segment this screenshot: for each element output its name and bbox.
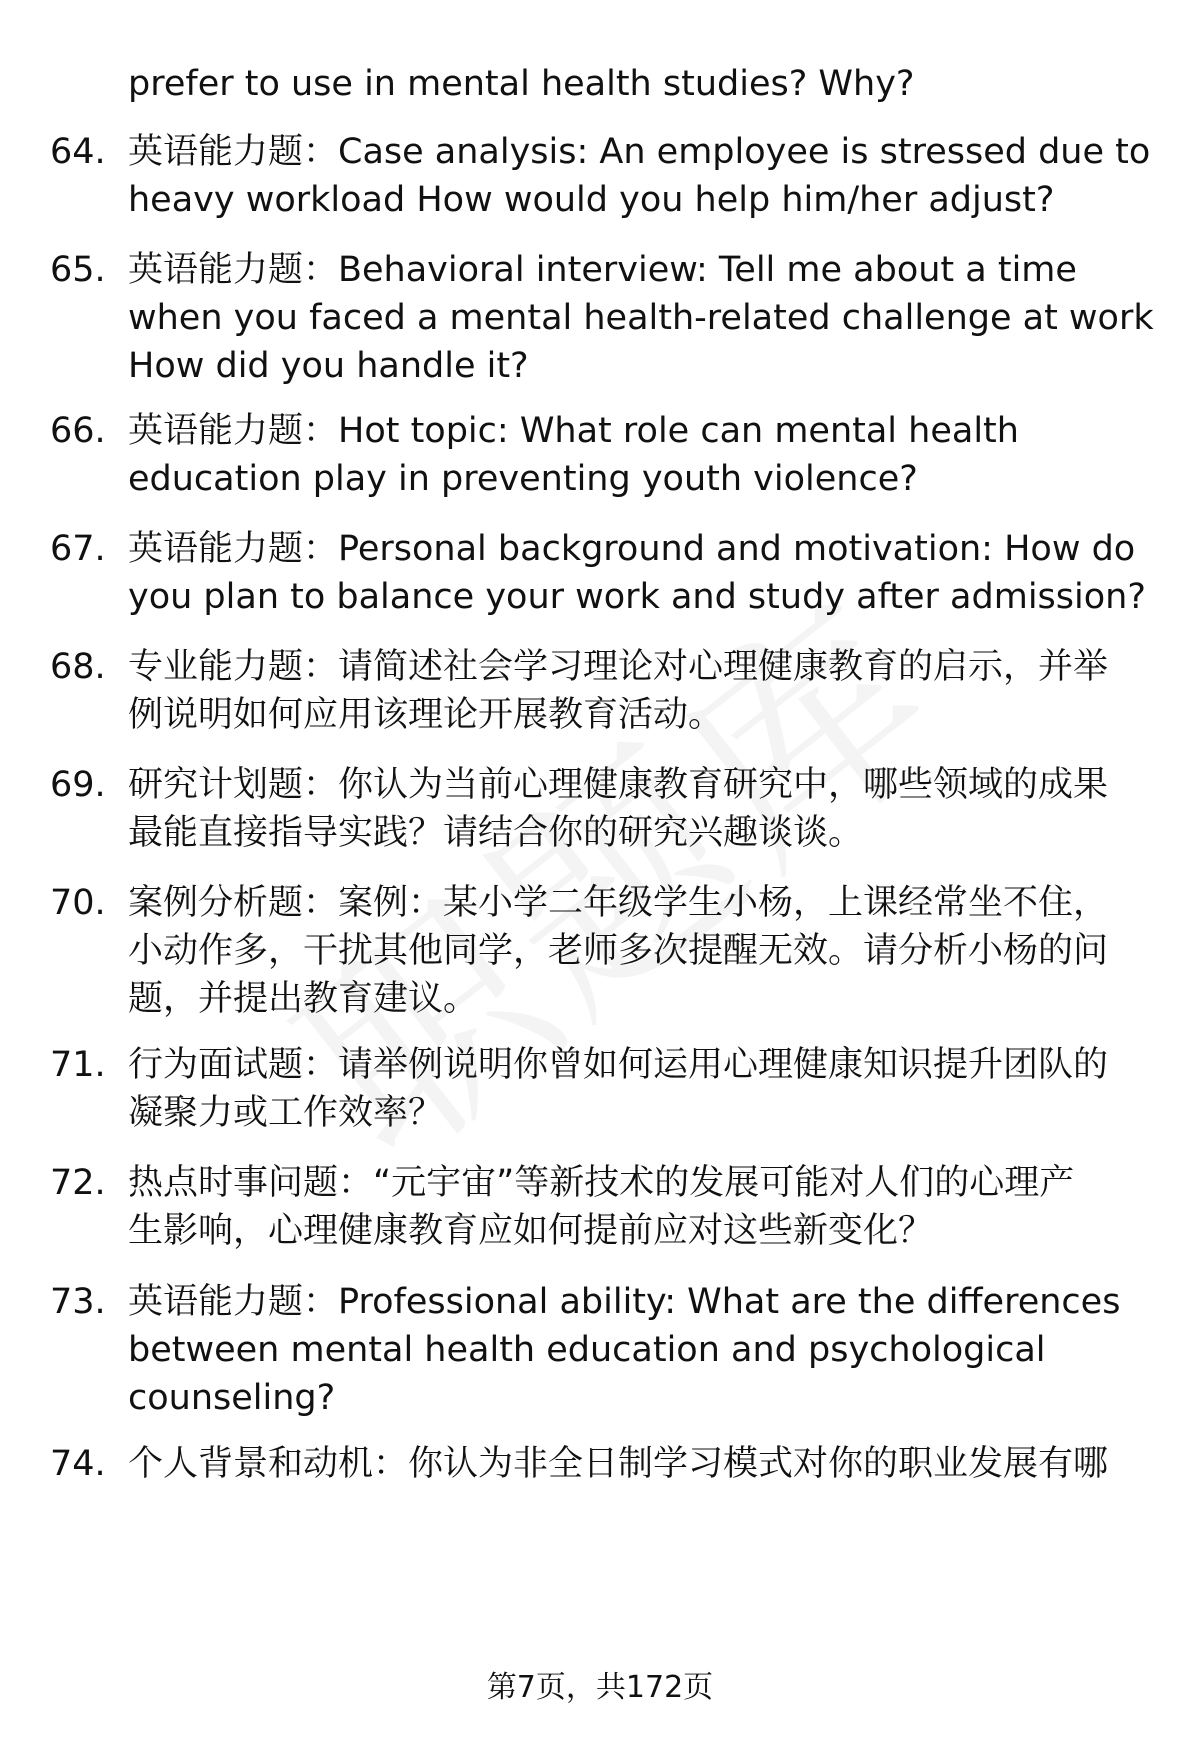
question-number: 71. [50, 1045, 106, 1085]
question-text [128, 1440, 1138, 1488]
question-number: 73. [50, 1282, 106, 1322]
question-number: 64. [50, 132, 106, 172]
question-number: 74. [50, 1444, 106, 1484]
question-number: 69. [50, 765, 106, 805]
question-number: 72. [50, 1163, 106, 1203]
question-number: 70. [50, 883, 106, 923]
question-number: 68. [50, 647, 106, 687]
question-line: when you faced a mental health-related challenge at work [128, 298, 1154, 338]
question-line: 英语能力题：Hot topic: What role can mental health [128, 411, 1019, 451]
question-line: 热点时事问题：“元宇宙”等新技术的发展可能对人们的心理产 [128, 1163, 1075, 1203]
question-line: 英语能力题：Personal background and motivation: How do [128, 529, 1136, 569]
question-text [128, 246, 1154, 390]
question-text [128, 1159, 1138, 1255]
question-line: 个人背景和动机：你认为非全日制学习模式对你的职业发展有哪 [128, 1444, 1109, 1484]
question-line: 凝聚力或工作效率？ [128, 1093, 444, 1133]
question-line: between mental health education and psychological [128, 1330, 1046, 1370]
question-number: 66. [50, 411, 106, 451]
question-text [128, 643, 1138, 739]
question-line: How did you handle it? [128, 346, 529, 386]
continued-question-text: prefer to use in mental health studies? Why? [128, 64, 915, 104]
question-line: 最能直接指导实践？请结合你的研究兴趣谈谈。 [128, 813, 864, 853]
question-line: 研究计划题：你认为当前心理健康教育研究中，哪些领域的成果 [128, 765, 1109, 805]
question-text [128, 128, 1151, 224]
question-line: 题，并提出教育建议。 [128, 979, 479, 1019]
question-text [128, 879, 1138, 1023]
question-number: 65. [50, 250, 106, 290]
question-text [128, 1041, 1138, 1137]
question-text [128, 525, 1146, 621]
question-line: 例说明如何应用该理论开展教育活动。 [128, 695, 724, 735]
question-line: 生影响，心理健康教育应如何提前应对这些新变化？ [128, 1211, 934, 1251]
question-line: 专业能力题：请简述社会学习理论对心理健康教育的启示，并举 [128, 647, 1109, 687]
question-line: you plan to balance your work and study after admission? [128, 577, 1146, 617]
question-text [128, 407, 1138, 503]
page-footer: 第7页，共172页 [486, 1670, 714, 1705]
question-number: 67. [50, 529, 106, 569]
question-line: 英语能力题：Case analysis: An employee is stressed due to [128, 132, 1151, 172]
question-line: 小动作多，干扰其他同学，老师多次提醒无效。请分析小杨的问 [128, 931, 1109, 971]
question-text [128, 1278, 1138, 1422]
question-line: 行为面试题：请举例说明你曾如何运用心理健康知识提升团队的 [128, 1045, 1109, 1085]
question-line: heavy workload How would you help him/her adjust? [128, 180, 1055, 220]
question-text [128, 761, 1138, 857]
question-line: 案例分析题：案例：某小学二年级学生小杨，上课经常坐不住， [128, 883, 1109, 923]
question-line: 英语能力题：Professional ability: What are the differences [128, 1282, 1121, 1322]
question-line: counseling? [128, 1378, 336, 1418]
question-line: education play in preventing youth violence? [128, 459, 918, 499]
question-line: 英语能力题：Behavioral interview: Tell me about a time [128, 250, 1077, 290]
